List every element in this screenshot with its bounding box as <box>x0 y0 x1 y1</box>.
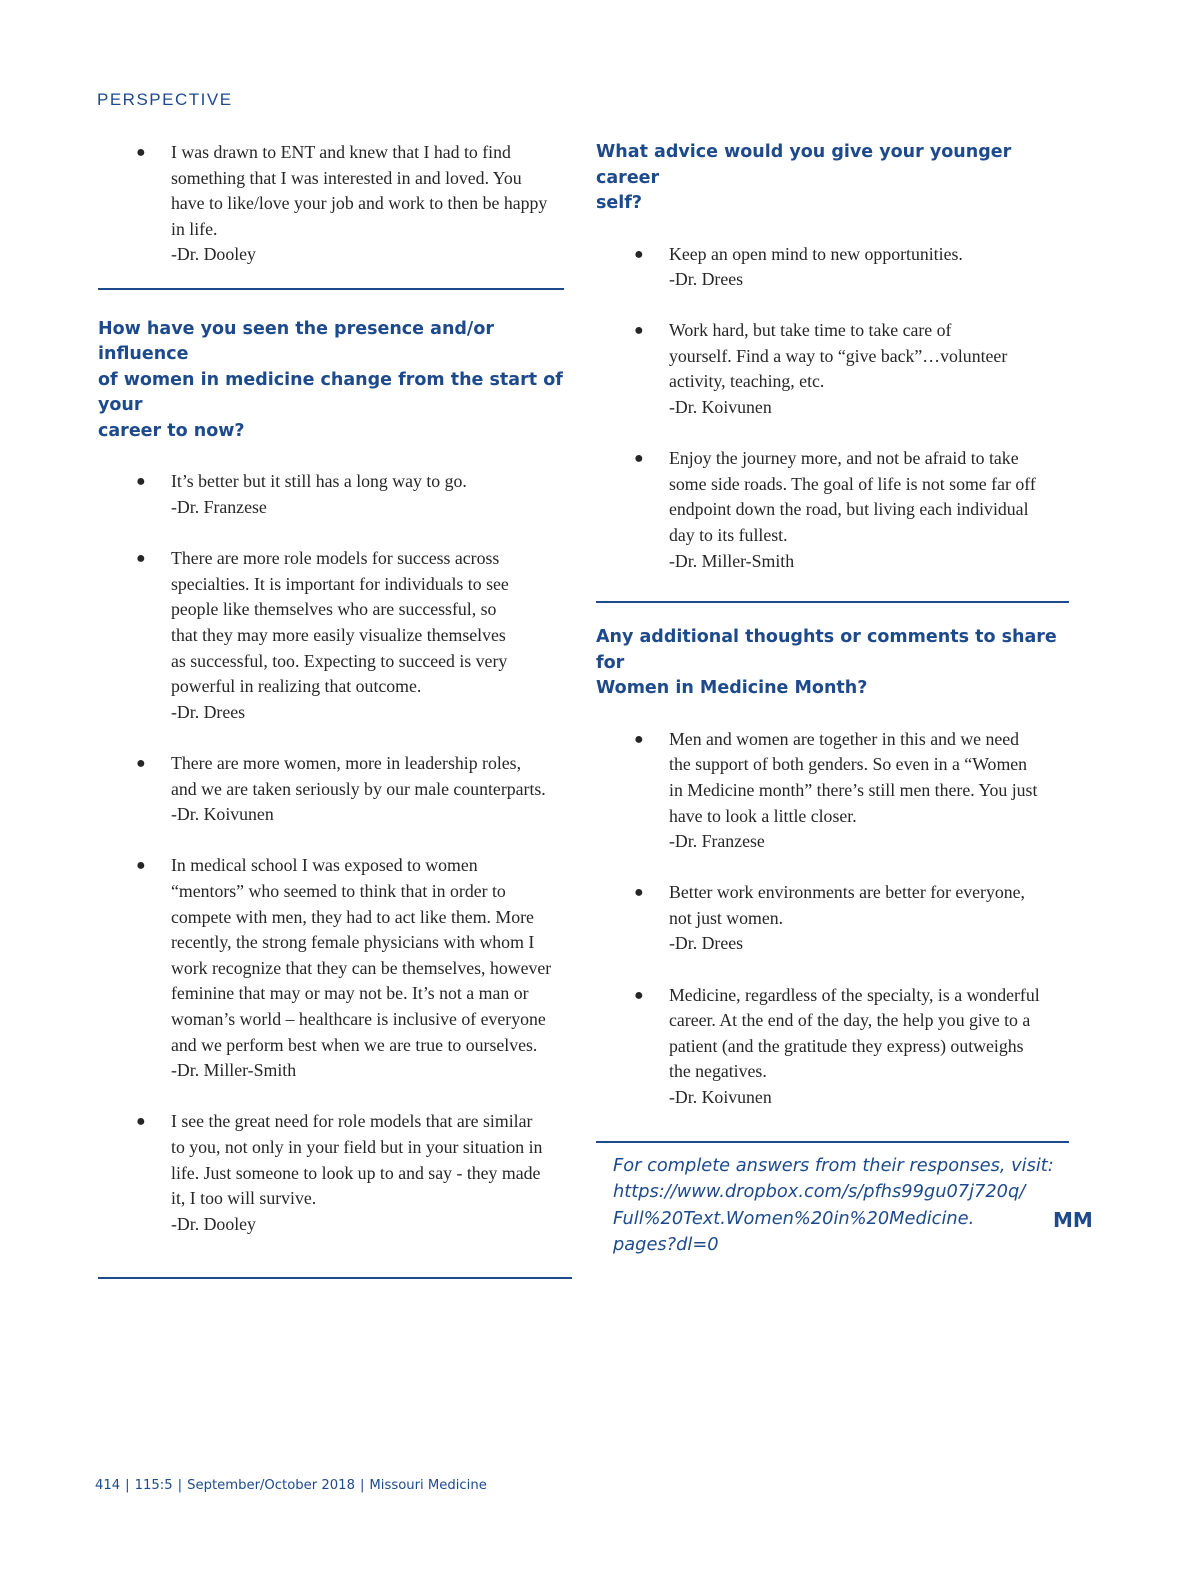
answer-item <box>596 242 1074 293</box>
divider <box>596 601 1069 603</box>
answer-line: activity, teaching, etc. <box>669 371 825 392</box>
answer-line: to you, not only in your field but in your situation in <box>171 1136 543 1157</box>
divider <box>596 1141 1069 1143</box>
answer-text <box>171 469 578 495</box>
heading-line: What advice would you give your younger career <box>596 142 1012 188</box>
divider <box>98 288 564 290</box>
answer-author: -Dr. Franzese <box>669 831 765 852</box>
answer-line: it, I too will survive. <box>171 1188 317 1209</box>
answer-item <box>596 446 1074 574</box>
answer-line: not just women. <box>669 907 784 928</box>
bullet-icon: ● <box>634 322 644 340</box>
answer-author: -Dr. Koivunen <box>171 804 274 825</box>
answer-item <box>98 853 578 1083</box>
bullet-icon: ● <box>136 550 146 568</box>
answer-author: -Dr. Franzese <box>171 497 267 518</box>
answer-line: career. At the end of the day, the help you give to a <box>669 1010 1031 1031</box>
answer-author: -Dr. Drees <box>669 933 744 954</box>
answer-line: There are more role models for success across <box>171 548 500 569</box>
answer-line: specialties. It is important for individuals to see <box>171 573 509 594</box>
visit-link[interactable]: https://www.dropbox.com/s/pfhs99gu07j720q/ <box>613 1181 1026 1203</box>
answer-line: “mentors” who seemed to think that in order to <box>171 880 506 901</box>
left-column <box>98 140 578 1279</box>
answer-item <box>596 983 1074 1111</box>
answer-line: recently, the strong female physicians with whom I <box>171 932 535 953</box>
quote-text <box>171 140 578 242</box>
answer-line: In medical school I was exposed to women <box>171 855 478 876</box>
heading-line: of women in medicine change from the start of your <box>98 369 563 416</box>
bullet-icon: ● <box>136 755 146 772</box>
answer-line: It’s better but it still has a long way to go. <box>171 471 467 492</box>
answer-line: powerful in realizing that outcome. <box>171 676 422 697</box>
answer-text <box>669 242 1074 268</box>
answer-line: woman’s world – healthcare is inclusive of everyone <box>171 1008 546 1029</box>
answer-line: some side roads. The goal of life is not some far off <box>669 473 1036 494</box>
answer-line: that they may more easily visualize themselves <box>171 625 506 646</box>
answer-author: -Dr. Miller-Smith <box>669 550 795 571</box>
answer-item <box>98 546 578 725</box>
answer-line: day to its fullest. <box>669 525 788 546</box>
visit-note <box>613 1153 1074 1259</box>
footer-separator: | <box>125 1478 130 1493</box>
answer-author: -Dr. Koivunen <box>669 397 772 418</box>
journal-name: Missouri Medicine <box>369 1478 487 1493</box>
answer-line: people like themselves who are successful, so <box>171 599 497 620</box>
section-label: PERSPECTIVE <box>97 90 233 109</box>
right-column <box>596 140 1074 1259</box>
issue-date: September/October 2018 <box>187 1478 355 1493</box>
answer-text <box>171 853 578 1058</box>
answer-line: I see the great need for role models that are similar <box>171 1111 533 1132</box>
answer-author: -Dr. Drees <box>669 269 744 290</box>
bullet-icon: ● <box>136 144 146 161</box>
bullet-icon: ● <box>634 245 644 263</box>
answer-line: the support of both genders. So even in a “Women <box>669 754 1028 775</box>
footer-separator: | <box>177 1478 183 1493</box>
thoughts-list <box>596 727 1074 1111</box>
answer-line: as successful, too. Expecting to succeed is very <box>171 650 508 671</box>
quote-line: have to like/love your job and work to then be happy <box>171 193 548 214</box>
answer-line: patient (and the gratitude they express) outweighs <box>669 1035 1024 1056</box>
footer-separator: | <box>359 1478 365 1493</box>
answer-author: -Dr. Dooley <box>171 1213 256 1234</box>
advice-heading <box>596 140 1074 217</box>
answer-line: and we perform best when we are true to ourselves. <box>171 1034 538 1055</box>
quote-line: something that I was interested in and loved. You <box>171 167 522 188</box>
answer-item <box>98 469 578 520</box>
answer-line: the negatives. <box>669 1061 767 1082</box>
answer-line: Work hard, but take time to take care of <box>669 320 952 341</box>
answer-text <box>669 880 1074 931</box>
intro-quote-list <box>98 140 578 268</box>
heading-line: How have you seen the presence and/or influence <box>98 318 494 365</box>
heading-line: Women in Medicine Month? <box>596 678 868 699</box>
bullet-icon: ● <box>634 450 644 468</box>
answer-author: -Dr. Koivunen <box>669 1087 772 1108</box>
answer-line: endpoint down the road, but living each individual <box>669 499 1029 520</box>
bullet-icon: ● <box>136 473 146 491</box>
answer-line: yourself. Find a way to “give back”…volunteer <box>669 345 1008 366</box>
answer-text <box>669 983 1074 1085</box>
heading-line: self? <box>596 193 643 213</box>
answer-line: and we are taken seriously by our male counterparts. <box>171 778 546 799</box>
bullet-icon: ● <box>634 730 644 748</box>
end-mark: MM <box>1053 1208 1093 1232</box>
answer-item <box>98 751 578 828</box>
answer-text <box>669 318 1074 395</box>
answer-item <box>596 318 1074 420</box>
answer-item <box>596 880 1074 957</box>
answer-line: in Medicine month” there’s still men there. You just <box>669 779 1038 800</box>
heading-line: career to now? <box>98 420 245 441</box>
visit-link[interactable]: pages?dl=0 <box>613 1234 719 1256</box>
answer-line: Better work environments are better for everyone, <box>669 882 1025 903</box>
answer-line: life. Just someone to look up to and say - they made <box>171 1162 541 1183</box>
answer-line: work recognize that they can be themselves, however <box>171 957 552 978</box>
answer-text <box>171 1109 578 1211</box>
answer-text <box>171 546 578 700</box>
quote-author: -Dr. Dooley <box>171 244 256 265</box>
advice-list <box>596 242 1074 575</box>
answer-line: have to look a little closer. <box>669 805 857 826</box>
answer-text <box>669 727 1074 829</box>
bullet-icon: ● <box>634 986 644 1004</box>
heading-line: Any additional thoughts or comments to share for <box>596 627 1057 673</box>
page-number: 414 <box>95 1478 121 1493</box>
answer-line: Medicine, regardless of the specialty, is a wonderful <box>669 984 1040 1005</box>
answer-author: -Dr. Drees <box>171 701 246 722</box>
visit-link[interactable]: Full%20Text.Women%20in%20Medicine. <box>613 1207 975 1229</box>
answer-item <box>596 727 1074 855</box>
divider <box>98 1277 572 1279</box>
thoughts-heading <box>596 625 1074 702</box>
bullet-icon: ● <box>634 884 644 902</box>
answer-line: Keep an open mind to new opportunities. <box>669 243 963 264</box>
answer-line: Enjoy the journey more, and not be afraid to take <box>669 448 1019 469</box>
quote-line: I was drawn to ENT and knew that I had to find <box>171 142 511 162</box>
bullet-icon: ● <box>136 857 146 875</box>
bullet-icon: ● <box>136 1113 146 1131</box>
visit-intro: For complete answers from their responses, visit: <box>613 1154 1054 1176</box>
quote-line: in life. <box>171 218 218 239</box>
answer-item <box>98 1109 578 1237</box>
quote-item <box>98 140 578 268</box>
issue-number: 115:5 <box>134 1478 173 1493</box>
answer-text <box>669 446 1074 548</box>
answer-line: There are more women, more in leadership roles, <box>171 753 522 773</box>
answer-line: feminine that may or may not be. It’s not a man or <box>171 983 529 1004</box>
answer-author: -Dr. Miller-Smith <box>171 1060 297 1081</box>
question-heading <box>98 317 578 445</box>
footer <box>95 1478 487 1493</box>
answer-text <box>171 751 578 802</box>
answer-line: compete with men, they had to act like them. More <box>171 906 534 927</box>
answer-list <box>98 469 578 1237</box>
answer-line: Men and women are together in this and we need <box>669 728 1020 749</box>
